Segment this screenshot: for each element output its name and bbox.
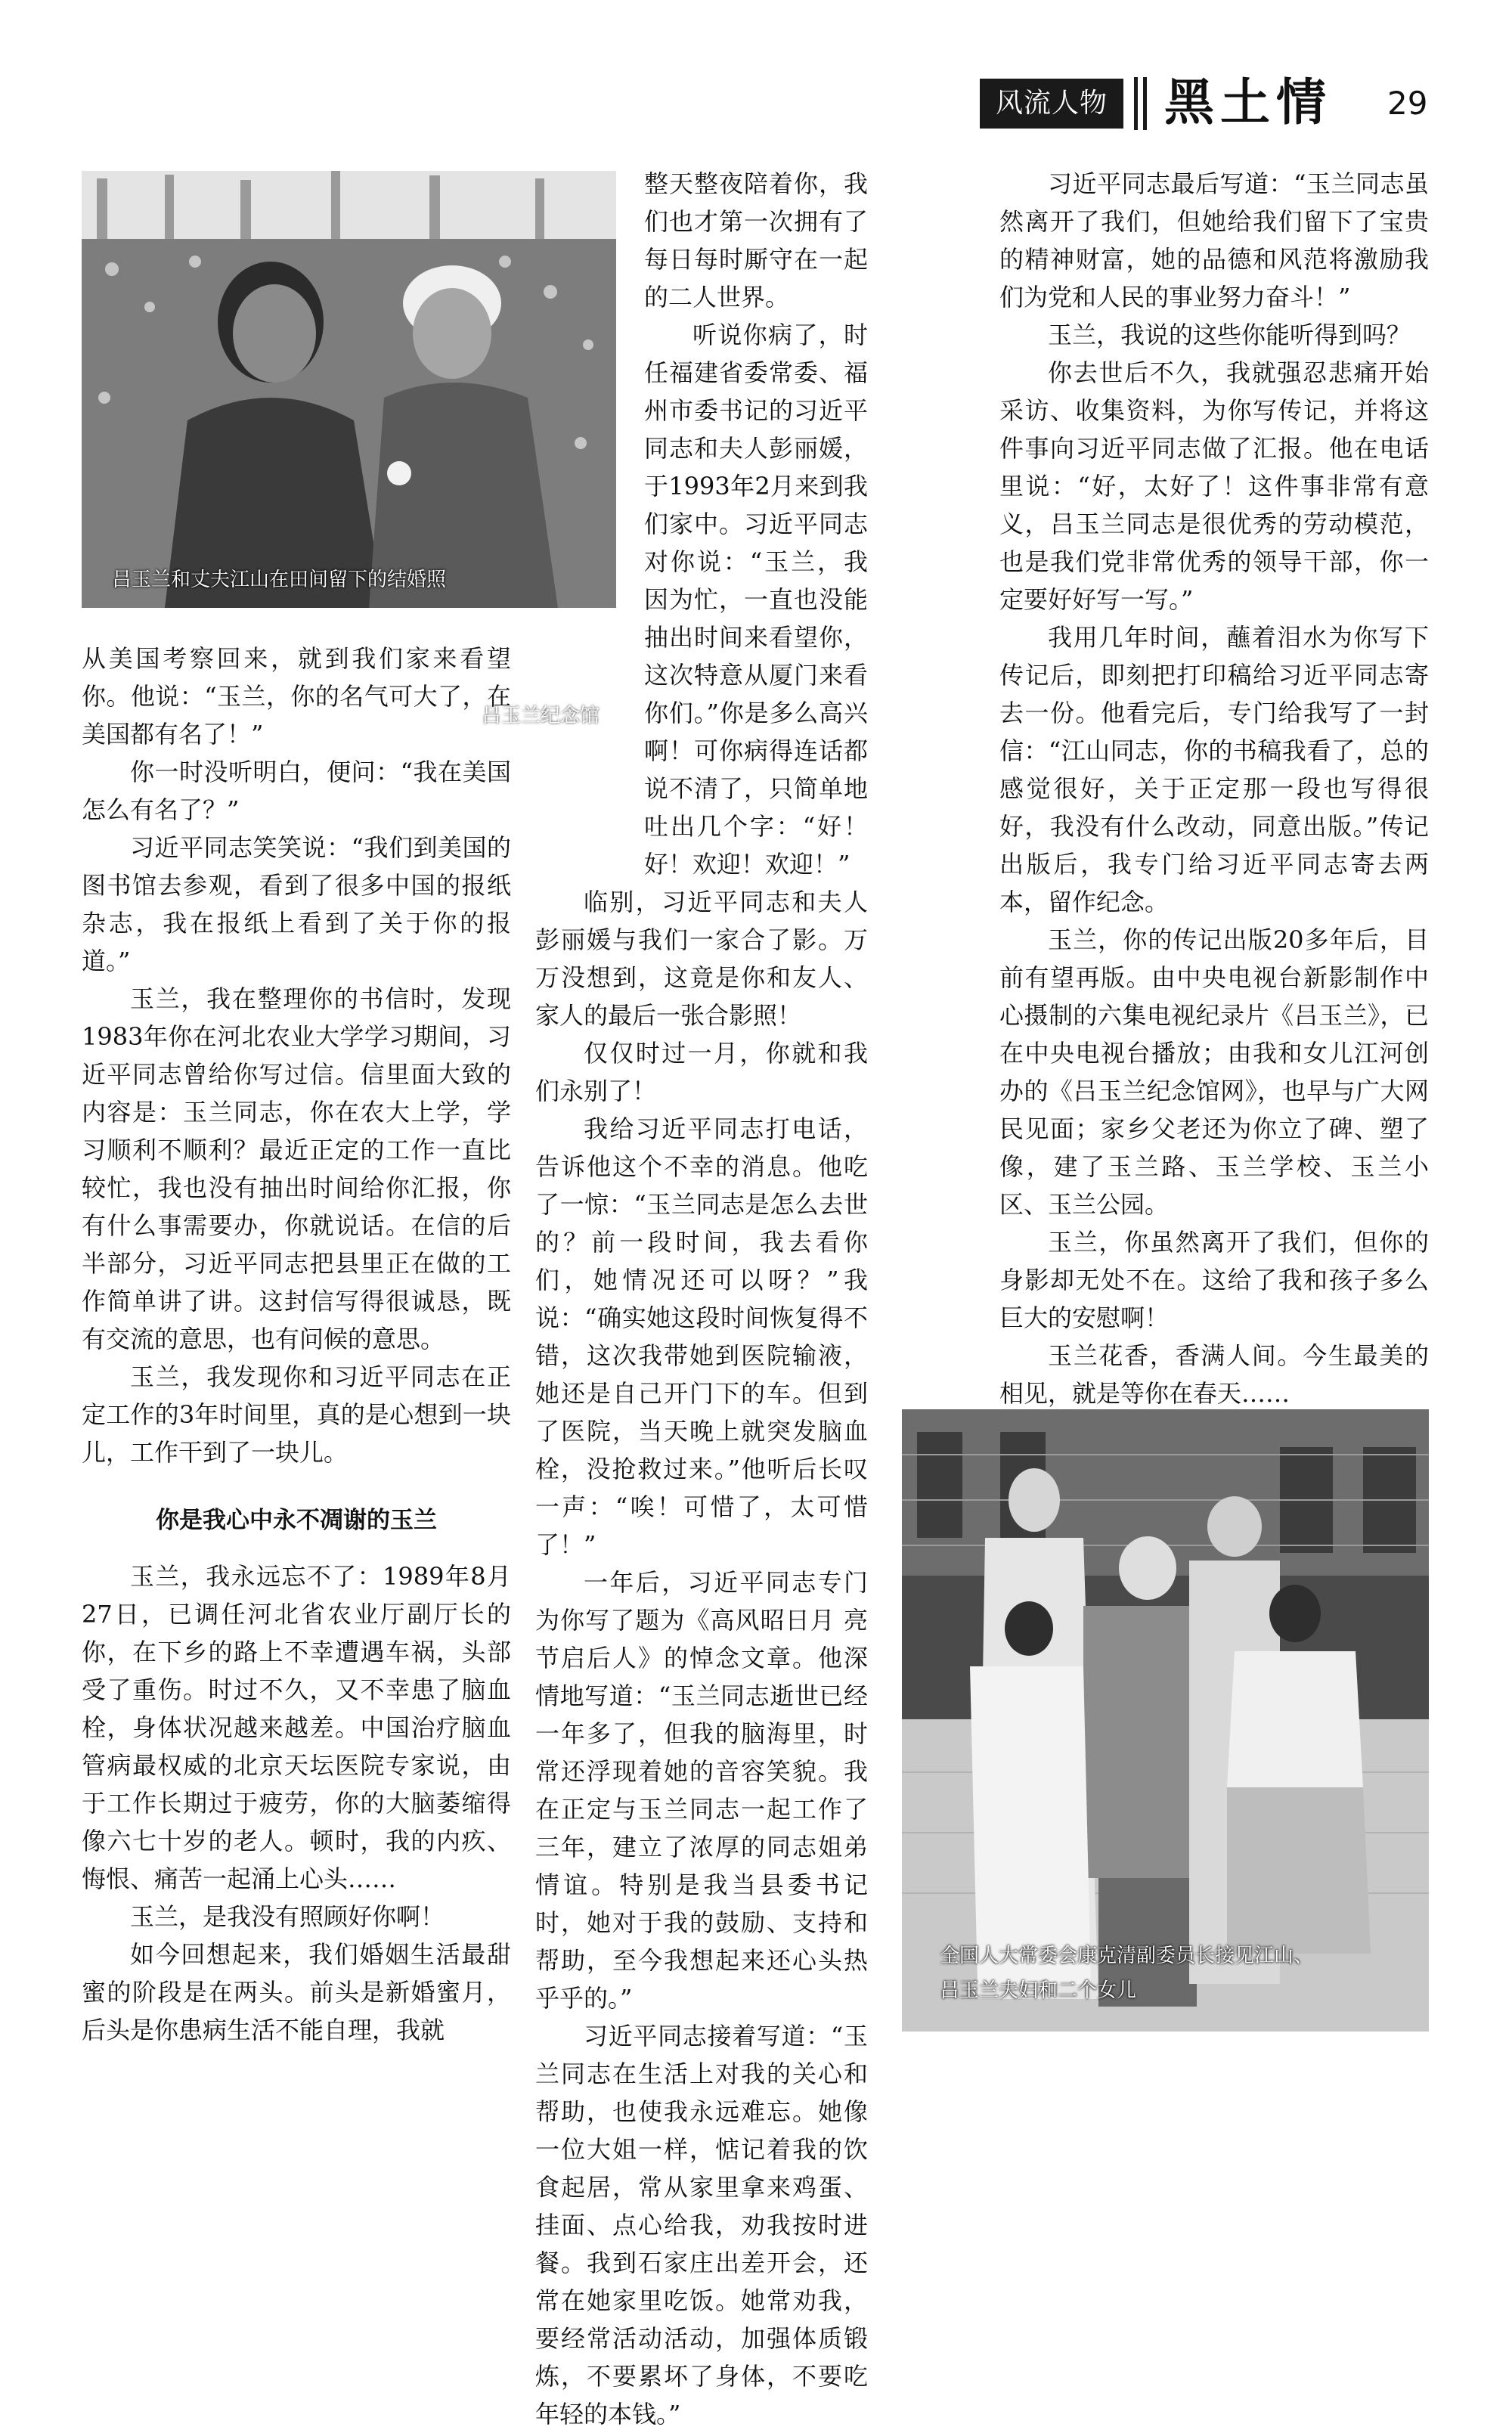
magazine-logo: 黑土情 xyxy=(1164,73,1332,132)
paragraph: 从美国考察回来，就到我们家来看望你。他说：“玉兰，你的名气可大了，在美国都有名了！” xyxy=(82,644,511,748)
header-divider xyxy=(1134,77,1138,130)
paragraph: 玉兰花香，香满人间。今生最美的相见，就是等你在春天…… xyxy=(999,1341,1429,1408)
paragraph: 习近平同志笑笑说：“我们到美国的图书馆去参观，看到了很多中国的报纸杂志，我在报纸上看到了关于你的报道。” xyxy=(82,833,511,975)
section-heading: 你是我心中永不凋谢的玉兰 xyxy=(156,1507,437,1534)
paragraph: 玉兰，我永远忘不了：1989年8月27日，已调任河北省农业厅副厅长的你，在下乡的路上不幸遭遇车祸，头部受了重伤。时过不久，又不幸患了脑血栓，身体状况越来越差。中国治疗脑血管病最权威的北京天坛医院专家说，由于工作长期过于疲劳，你的大脑萎缩得像六七十岁的老人。顿时，我的内疚、悔恨、痛苦一起涌上心头…… xyxy=(82,1562,511,1893)
header-divider xyxy=(1143,77,1147,130)
section-tag: 风流人物 xyxy=(980,79,1123,129)
paragraph: 我用几年时间，蘸着泪水为你写下传记后，即刻把打印稿给习近平同志寄去一份。他看完后，专门给我写了一封信：“江山同志，你的书稿我看了，总的感觉很好，关于正定那一段也写得很好，我没有什么改动，同意出版。”传记出版后，我专门给习近平同志寄去两本，留作纪念。 xyxy=(999,623,1429,916)
paragraph: 仅仅时过一月，你就和我们永别了！ xyxy=(535,1039,868,1105)
paragraph: 如今回想起来，我们婚姻生活最甜蜜的阶段是在两头。前头是新婚蜜月，后头是你患病生活不能自理，我就 xyxy=(82,1940,511,2044)
paragraph: 玉兰，你的传记出版20多年后，目前有望再版。由中央电视台新影制作中心摄制的六集电视纪录片《吕玉兰》，已在中央电视台播放；由我和女儿江河创办的《吕玉兰纪念馆网》，也早与广大网民见面；家乡父老还为你立了碑、塑了像，建了玉兰路、玉兰学校、玉兰小区、玉兰公园。 xyxy=(999,925,1429,1219)
paragraph: 习近平同志最后写道：“玉兰同志虽然离开了我们，但她给我们留下了宝贵的精神财富，她的品德和风范将激励我们为党和人民的事业努力奋斗！” xyxy=(999,169,1429,311)
paragraph: 习近平同志接着写道：“玉兰同志在生活上对我的关心和帮助，也使我永远难忘。她像一位大姐一样，惦记着我的饮食起居，常从家里拿来鸡蛋、挂面、点心给我，劝我按时进餐。我到石家庄出差开会，还常在她家里吃饭。她常劝我，要经常活动活动，加强体质锻炼，不要累坏了身体，不要吃年轻的本钱。” xyxy=(535,2022,868,2428)
paragraph: 玉兰，我在整理你的书信时，发现1983年你在河北农业大学学习期间，习近平同志曾给你写过信。信里面大致的内容是：玉兰同志，你在农大上学，学习顺利不顺利？最近正定的工作一直比较忙，我也没有抽出时间给你汇报，你有什么事需要办，你就说话。在信的后半部分，习近平同志把县里正在做的工作简单讲了讲。这封信写得很诚恳，既有交流的意思，也有问候的意思。 xyxy=(82,984,511,1353)
paragraph: 你一时没听明白，便问：“我在美国怎么有名了？” xyxy=(82,758,511,824)
paragraph: 整天整夜陪着你，我们也才第一次拥有了每日每时厮守在一起的二人世界。 xyxy=(644,169,868,311)
paragraph: 玉兰，我发现你和习近平同志在正定工作的3年时间里，真的是心想到一块儿，工作干到了一块儿。 xyxy=(82,1362,511,1467)
paragraph: 玉兰，是我没有照顾好你啊！ xyxy=(130,1902,445,1931)
photo-watermark: 吕玉兰纪念馆 xyxy=(481,705,600,727)
caption-line: 全国人大常委会康克清副委员长接见江山、 xyxy=(940,1945,1314,1967)
paragraph: 我给习近平同志打电话，告诉他这个不幸的消息。他吃了一惊：“玉兰同志是怎么去世的？前一段时间，我去看你们，她情况还可以呀？”我说：“确实她这段时间恢复得不错，这次我带她到医院输液，她还是自己开门下的车。但到了医院，当天晚上就突发脑血栓，没抢救过来。”他听后长叹一声：“唉！可惜了，太可惜了！” xyxy=(535,1114,868,1559)
text-column-1 xyxy=(82,640,511,2049)
family-photo xyxy=(902,1409,1429,2032)
page-number: 29 xyxy=(1387,85,1428,122)
paragraph: 玉兰，你虽然离开了我们，但你的身影却无处不在。这给了我和孩子多么巨大的安慰啊！ xyxy=(999,1228,1429,1332)
paragraph: 玉兰，我说的这些你能听得到吗？ xyxy=(1048,321,1411,349)
paragraph: 听说你病了，时任福建省委常委、福州市委书记的习近平同志和夫人彭丽媛，于1993年2月来到我们家中。习近平同志对你说：“玉兰，我因为忙，一直也没能抽出时间来看望你，这次特意从厦门来看你们。”你是多么高兴啊！可你病得连话都说不清了，只简单地吐出几个字：“好！好！欢迎！欢迎！” xyxy=(644,321,868,879)
paragraph: 你去世后不久，我就强忍悲痛开始采访、收集资料，为你写传记，并将这件事向习近平同志做了汇报。他在电话里说：“好，太好了！这件事非常有意义，吕玉兰同志是很优秀的劳动模范，也是我们党非常优秀的领导干部，你一定要好好写一写。” xyxy=(999,358,1429,614)
caption-line: 吕玉兰夫妇和二个女儿 xyxy=(940,1979,1137,2002)
paragraph: 一年后，习近平同志专门为你写了题为《高风昭日月 亮节启后人》的悼念文章。他深情地写道：“玉兰同志逝世已经一年多了，但我的脑海里，时常还浮现着她的音容笑貌。我在正定与玉兰同志一起工作了三年，建立了浓厚的同志姐弟情谊。特别是我当县委书记时，她对于我的鼓励、支持和帮助，至今我想起来还心头热乎乎的。” xyxy=(535,1568,868,2013)
text-column-3 xyxy=(999,165,1429,1412)
text-column-2 xyxy=(535,165,868,2433)
family-photo-caption xyxy=(940,1939,1424,2008)
paragraph: 临别，习近平同志和夫人彭丽媛与我们一家合了影。万万没想到，这竟是你和友人、家人的最后一张合影照！ xyxy=(535,888,868,1030)
wedding-photo-caption: 吕玉兰和丈夫江山在田间留下的结婚照 xyxy=(112,569,447,591)
